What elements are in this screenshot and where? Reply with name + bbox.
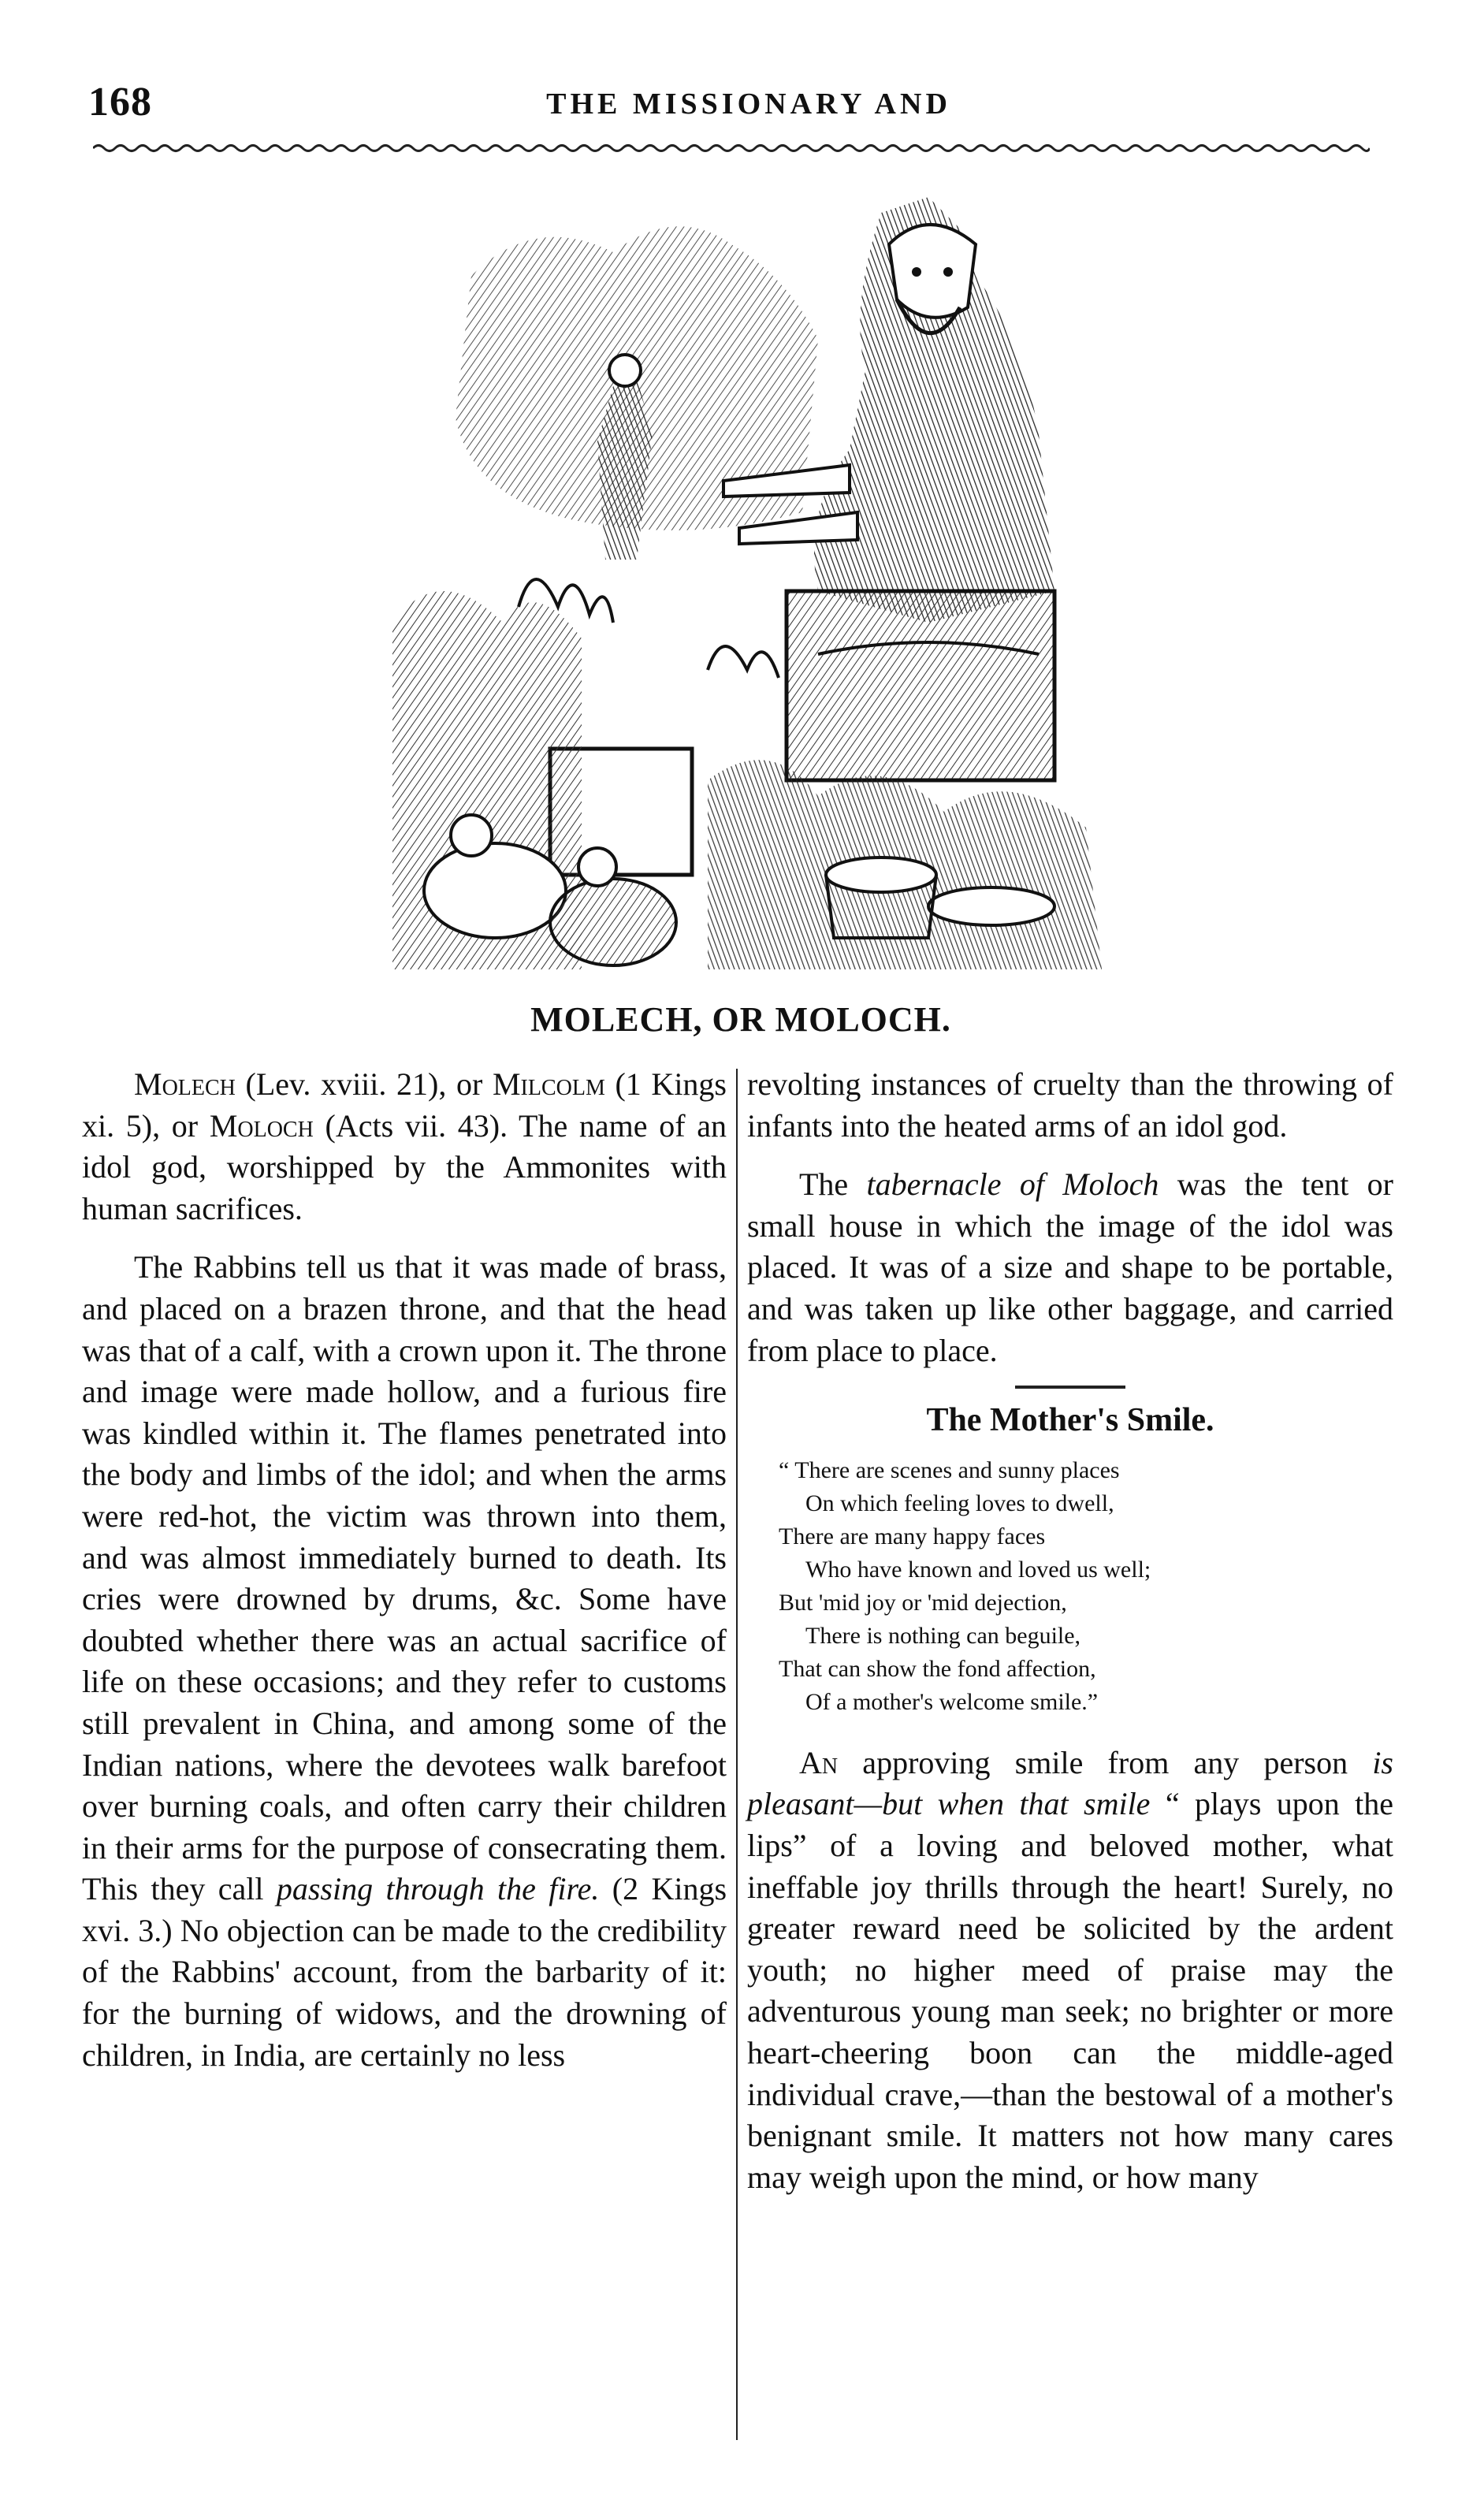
section-divider [1015, 1386, 1125, 1389]
term-molech: Molech [134, 1066, 236, 1102]
right-column [747, 1064, 1393, 2198]
poem [779, 1454, 1393, 1719]
left-column [82, 1064, 727, 2076]
poem-line: Of a mother's welcome smile.” [805, 1688, 1099, 1715]
term-moloch: Moloch [209, 1107, 314, 1144]
page-number: 168 [88, 80, 152, 125]
ref-text: (1 Kings xi. 5), or [82, 1066, 727, 1144]
poem-line: That can show the fond affection, [779, 1655, 1096, 1682]
running-title: THE MISSIONARY AND [546, 87, 951, 121]
molech-idol-engraving [377, 181, 1110, 981]
poem-line: But 'mid joy or 'mid dejection, [779, 1589, 1067, 1616]
molech-intro-paragraph [82, 1064, 727, 1229]
poem-line: On which feeling loves to dwell, [805, 1490, 1114, 1516]
ref-text: (Lev. xviii. 21), or [235, 1066, 493, 1102]
italic-phrase: is pleasant—but when that smile [747, 1744, 1393, 1822]
ref-text: (Acts vii. 43). The name of an idol god, worshipped by the Ammonites with human sacrifices. [82, 1107, 727, 1226]
paragraph-text: The [799, 1166, 867, 1203]
poem-line: There are many happy faces [779, 1523, 1046, 1549]
term-milcolm: Milcolm [492, 1066, 605, 1102]
article-title: MOLECH, OR MOLOCH. [530, 1000, 951, 1039]
poem-line: There is nothing can beguile, [805, 1622, 1081, 1649]
italic-phrase: passing through the fire. [276, 1871, 600, 1907]
paragraph-text: was the tent or small house in which the image of the idol was placed. It was of a size and shape to be portable, and was taken up like other baggage, and carried from place to place. [747, 1166, 1393, 1368]
column-divider [736, 1069, 738, 2440]
rabbins-paragraph [82, 1247, 727, 2076]
paragraph-text: “ plays upon the lips” of a loving and beloved mother, what ineffable joy thrills through the heart! Surely, no greater reward need be solicited by the ardent youth; no higher meed of praise may the adventurous young man seek; no brighter or more heart-cheering boon can the middle-aged individual crave,—than the bestowal of a mother's benignant smile. It matters not how many cares may weigh upon the mind, or how many [747, 1786, 1393, 2195]
section-title: The Mother's Smile. [926, 1402, 1214, 1439]
poem-line: Who have known and loved us well; [805, 1556, 1151, 1583]
rabbins-paragraph-continued: revolting instances of cruelty than the throwing of infants into the heated arms of an idol god. [747, 1066, 1393, 1144]
poem-line: “ There are scenes and sunny places [779, 1456, 1120, 1483]
drop-word: An [799, 1744, 839, 1780]
italic-phrase: tabernacle of Moloch [866, 1166, 1159, 1203]
paragraph-text: (2 Kings xvi. 3.) No objection can be made to the credibility of the Rabbins' account, from the barbarity of it: for the burning of widows, and the drowning of children, in India, are certainly no less [82, 1871, 727, 2073]
paragraph-text: The Rabbins tell us that it was made of brass, and placed on a brazen throne, and that the head was that of a calf, with a crown upon it. The throne and image were made hollow, and a furious fire was kindled within it. The flames penetrated into the body and limbs of the idol; and when the arms were red-hot, the victim was thrown into them, and was almost immediately burned to death. Its cries were drowned by drums, &c. Some have doubted whether there was an actual sacrifice of life on these occasions; and they refer to customs still prevalent in China, and among some of the Indian nations, where the devotees walk barefoot over burning coals, and often carry their children in their arms for the purpose of consecrating them. This they call [82, 1249, 727, 1907]
mothers-smile-paragraph [747, 1743, 1393, 2199]
paragraph-text: approving smile from any person [838, 1744, 1373, 1780]
header-rule [93, 140, 1370, 156]
tabernacle-paragraph [747, 1164, 1393, 1371]
